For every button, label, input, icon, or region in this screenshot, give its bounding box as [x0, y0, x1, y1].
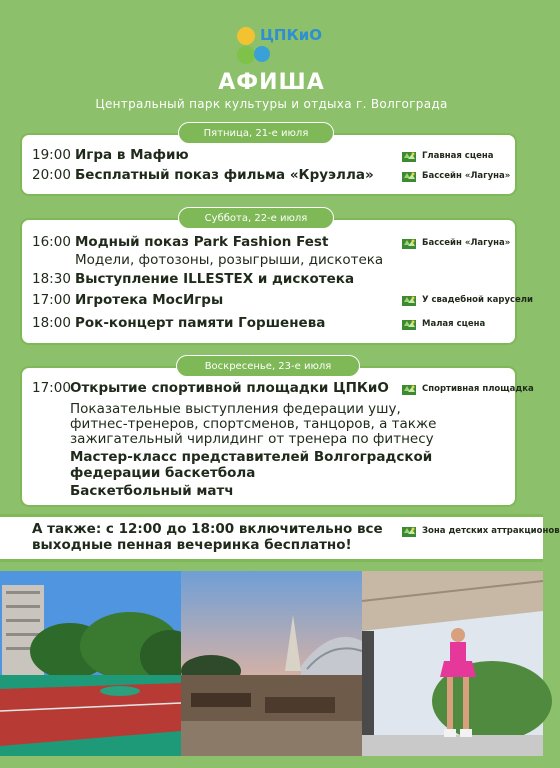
event-time: 17:00 — [32, 292, 71, 308]
event-name: Открытие спортивной площадки ЦПКиО — [70, 380, 389, 396]
event-row — [32, 292, 223, 308]
event-note: Модели, фотозоны, розыгрыши, дискотека — [75, 252, 384, 268]
match-line: Баскетбольный матч — [70, 483, 234, 499]
park-icon — [402, 170, 416, 182]
event-name: Модный показ Park Fashion Fest — [75, 234, 329, 250]
event-name: Бесплатный показ фильма «Круэлла» — [75, 167, 374, 183]
event-time: 20:00 — [32, 167, 71, 183]
event-time: 18:00 — [32, 315, 71, 331]
photo-dance-stage — [362, 571, 543, 756]
event-time: 17:00 — [32, 380, 71, 396]
event-time: 16:00 — [32, 234, 71, 250]
masterclass-line: федерации баскетбола — [70, 465, 256, 481]
event-location: Бассейн «Лагуна» — [402, 237, 510, 249]
photo-arena-terrace — [181, 571, 362, 756]
photo-sports-ground — [0, 571, 181, 756]
event-row — [32, 380, 389, 396]
also-line: А также: с 12:00 до 18:00 включительно все — [32, 521, 383, 537]
day-label-friday: Пятница, 21-е июля — [178, 122, 334, 144]
event-row — [32, 167, 374, 183]
demo-line: фитнес-тренеров, спортсменов, танцоров, а также — [70, 416, 437, 432]
event-location: Главная сцена — [402, 150, 494, 162]
event-name: Игра в Мафию — [75, 147, 189, 163]
event-name: Игротека МосИгры — [75, 292, 224, 308]
event-time: 19:00 — [32, 147, 71, 163]
page-subtitle: Центральный парк культуры и отдыха г. Волгограда — [95, 97, 448, 111]
park-icon — [402, 525, 416, 537]
event-location: Спортивная площадка — [402, 383, 534, 395]
park-icon — [402, 383, 416, 395]
logo-text: ЦПКиО — [260, 26, 322, 44]
park-icon — [402, 150, 416, 162]
park-icon — [402, 318, 416, 330]
day-label-saturday: Суббота, 22-е июля — [178, 207, 334, 229]
event-row — [32, 315, 325, 331]
event-location: Бассейн «Лагуна» — [402, 170, 510, 182]
event-row — [32, 234, 328, 250]
event-row — [32, 271, 354, 287]
park-icon — [402, 294, 416, 306]
demo-line: зажигательный чирлидинг от тренера по фитнесу — [70, 431, 434, 447]
masterclass-line: Мастер-класс представителей Волгоградской — [70, 449, 433, 465]
demo-line: Показательные выступления федерации ушу, — [70, 401, 401, 417]
event-row — [32, 147, 189, 163]
event-time: 18:30 — [32, 271, 71, 287]
event-location: Малая сцена — [402, 318, 485, 330]
park-logo — [234, 22, 322, 68]
event-name: Выступление ILLESTEX и дискотека — [75, 271, 355, 287]
page-title: АФИША — [218, 70, 325, 95]
park-icon — [402, 237, 416, 249]
also-location: Зона детских аттракционов — [402, 525, 560, 537]
event-location: У свадебной карусели — [402, 294, 533, 306]
event-name: Рок-концерт памяти Горшенева — [75, 315, 326, 331]
also-line: выходные пенная вечеринка бесплатно! — [32, 537, 352, 553]
day-label-sunday: Воскресенье, 23-е июля — [176, 355, 360, 377]
